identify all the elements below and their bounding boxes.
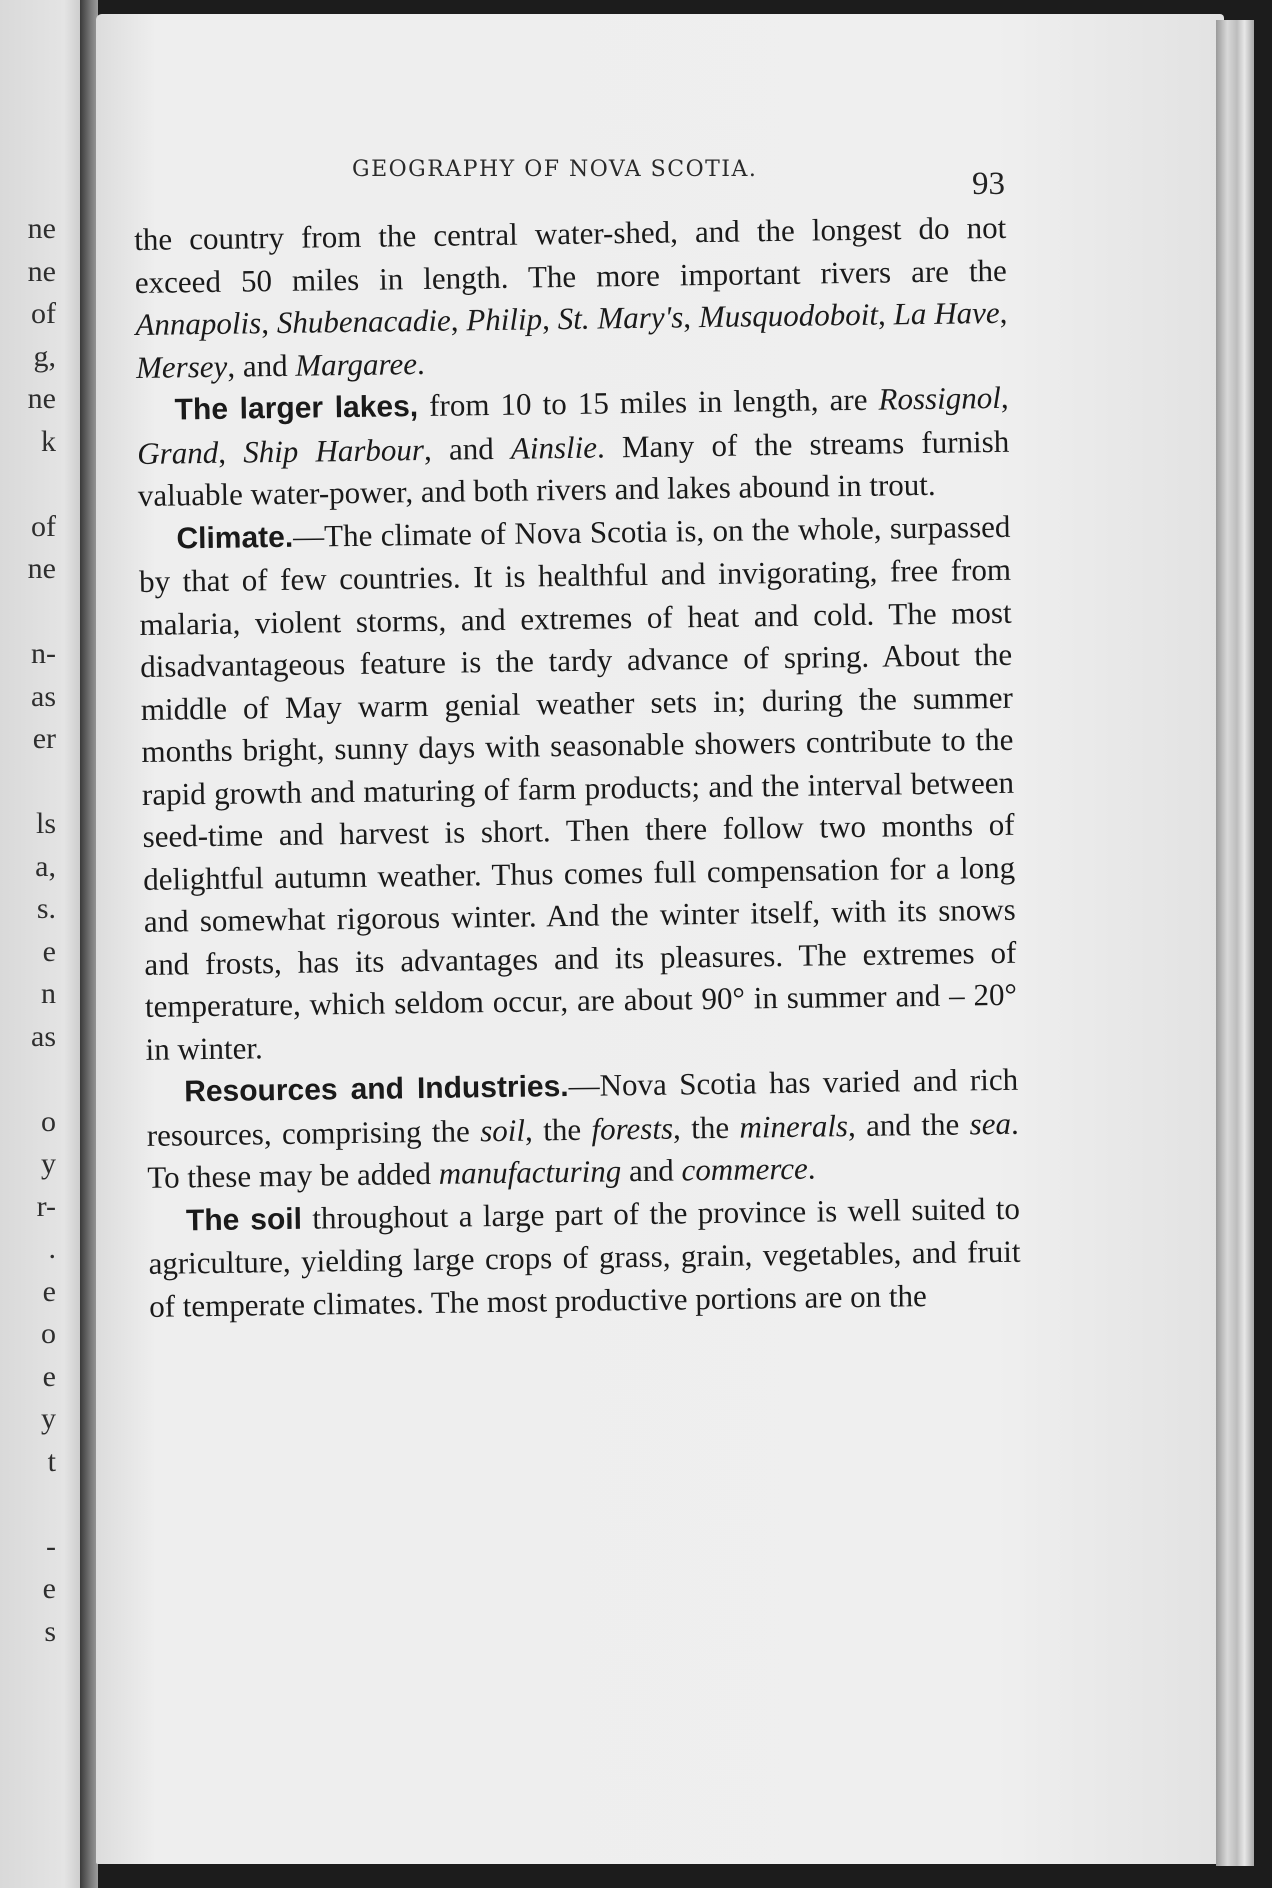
facing-page-fragment: k: [41, 424, 56, 458]
facing-page-fragment: o: [41, 1104, 56, 1138]
river-name: Philip: [466, 301, 543, 338]
facing-page-fragment: ls: [35, 807, 56, 840]
lake-name: Ship Harbour: [242, 431, 425, 469]
facing-page-fragment: of: [31, 509, 56, 543]
paragraph-climate: Climate.—The climate of Nova Scotia is, on the whole, surpassed by that of few countries. It is healthful and invigorating, free from malaria, violent storms, and extremes of heat and cold. The most disadvantageous feature is the tardy advance of spring. About the middle of May warm genial weather sets in; during the summer months bright, sunny days with seasonable showers contribute to the rapid growth and maturing of farm products; and the interval between seed-time and harvest is short. Then there follow two months of delightful autumn weather. Thus comes full compensation for a long and somewhat rigorous winter. And the winter itself, with its snows and frosts, has its advantages and its pleasures. The extremes of temperature, which seldom occur, are about 90° in summer and – 20° in winter.: [138, 508, 1018, 1067]
facing-page-fragment: s.: [36, 892, 56, 925]
facing-page-fragment: e: [42, 1359, 56, 1393]
section-heading-soil: The soil: [185, 1202, 303, 1237]
resource-term: manufacturing: [438, 1153, 622, 1191]
facing-page-fragment: [0, 761, 60, 804]
paragraph-soil: The soil throughout a large part of the province is well suited to agriculture, yielding large crops of grass, grain, vegetables, and fruit of temperate climates. The most productive portions are on the: [148, 1190, 1021, 1324]
facing-page-fragment: e: [42, 1274, 56, 1308]
facing-page-text-fragments: [0, 208, 60, 1653]
facing-page-fragment: e: [42, 934, 56, 968]
resource-term: minerals: [739, 1107, 849, 1145]
facing-page-fragment: ne: [27, 212, 56, 245]
page-body-text: [134, 207, 1021, 1328]
facing-page-fragment: .: [48, 1232, 56, 1265]
river-name: Margaree: [295, 345, 418, 383]
resource-term: soil: [479, 1112, 526, 1148]
facing-page-fragment: s: [44, 1614, 56, 1648]
facing-page-fragment: as: [31, 679, 56, 713]
facing-page-fragment: t: [47, 1444, 56, 1478]
section-heading-resources: Resources and Industries.: [183, 1070, 569, 1109]
facing-page-fragment: [0, 1483, 60, 1526]
lake-name: Rossignol: [878, 379, 1002, 417]
facing-page-fragment: a,: [35, 849, 56, 883]
section-heading-lakes: The larger lakes,: [174, 390, 419, 427]
resource-term: sea: [969, 1105, 1012, 1141]
facing-page-fragment: e: [42, 1572, 56, 1605]
facing-page-fragment: ne: [27, 382, 56, 415]
river-name: Mersey: [135, 348, 228, 385]
facing-page-fragment: g,: [33, 339, 56, 373]
facing-page-fragment: r-: [36, 1189, 56, 1223]
river-name: Annapolis: [135, 305, 262, 342]
page-number: 93: [972, 166, 1005, 202]
facing-page-fragment: -: [46, 1529, 56, 1563]
resource-term: commerce: [681, 1150, 809, 1188]
facing-page-fragment: o: [41, 1317, 56, 1350]
facing-page-fragment: y: [41, 1402, 56, 1435]
paragraph-resources: Resources and Industries.—Nova Scotia has varied and rich resources, comprising the soil, the forests, the minerals, and the sea. To these may be added manufacturing and commerce.: [146, 1061, 1019, 1195]
facing-page-fragment: y: [41, 1147, 56, 1180]
facing-page-fragment: of: [31, 297, 56, 330]
lake-name: Ainslie: [510, 429, 598, 466]
facing-page-fragment: as: [31, 1019, 56, 1053]
lake-name: Grand: [137, 434, 219, 471]
river-name: Shubenacadie: [276, 302, 451, 341]
facing-page-fragment: [0, 1058, 60, 1101]
facing-page-fragment: er: [32, 722, 56, 755]
section-heading-climate: Climate.: [176, 520, 294, 555]
paragraph-rivers: the country from the central water-shed, and the longest do not exceed 50 miles in length. The more important rivers are the Annapolis, Shubenacadie, Philip, St. Mary's, Musquodoboit, La Have, Mersey, and Margaree.: [134, 209, 1008, 385]
paragraph-lakes: The larger lakes, from 10 to 15 miles in length, are Rossignol, Grand, Ship Harbour, and Ainslie. Many of the streams furnish valuable water-power, and both rivers and lakes abound in trout.: [137, 379, 1010, 513]
facing-page-fragment: n-: [31, 637, 56, 670]
facing-page-fragment: n: [41, 977, 56, 1010]
facing-page-fragment: [0, 591, 60, 634]
river-name: Musquodoboit: [698, 296, 879, 335]
facing-page-fragment: [0, 463, 60, 506]
river-name: La Have: [893, 294, 1000, 332]
river-name: St. Mary's: [557, 299, 684, 337]
page-stack-edge: [1216, 20, 1254, 1866]
resource-term: forests: [591, 1110, 674, 1147]
facing-page-edge: [0, 0, 92, 1888]
facing-page-fragment: ne: [27, 552, 56, 585]
facing-page-fragment: ne: [27, 254, 56, 288]
running-title: GEOGRAPHY OF NOVA SCOTIA.: [352, 157, 758, 182]
